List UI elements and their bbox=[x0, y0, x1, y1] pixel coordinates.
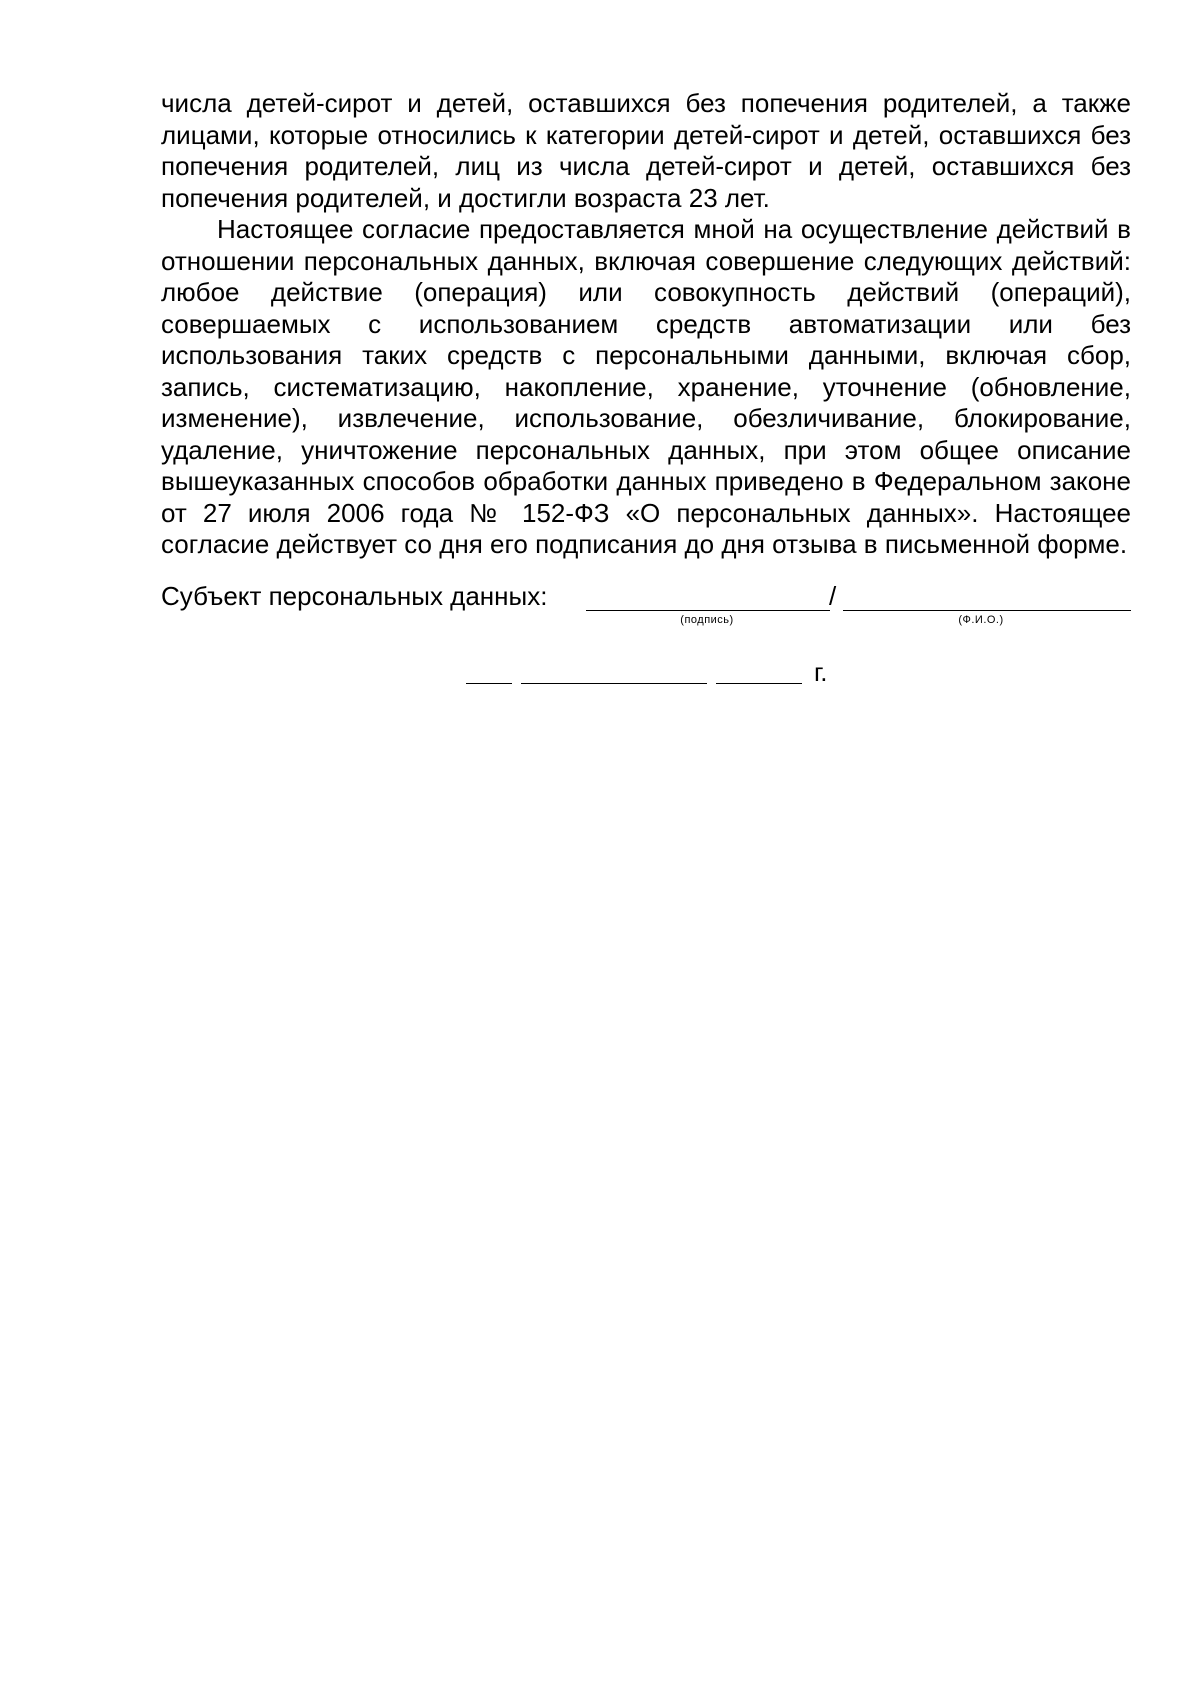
fio-line bbox=[843, 610, 1131, 611]
consent-paragraph-actions: Настоящее согласие предоставляется мной на осуществление действий в отношении персональных данных, включая совершение следующих действий: любое действие (операция) или совокупность действий (операций), совершаемых с использованием средств автоматизации или без использования таких средств с персональными данными, включая сбор, запись, систематизацию, накопление, хранение, уточнение (обновление, изменение), извлечение, использование, обезличивание, блокирование, удаление, уничтожение персональных данных, при этом общее описание вышеуказанных способов обработки данных приведено в Федеральном законе от 27 июля 2006 года № 152-ФЗ «О персональных данных». Настоящее согласие действует со дня его подписания до дня отзыва в письменной форме. bbox=[161, 214, 1131, 559]
date-month-line bbox=[521, 683, 707, 684]
signature-row bbox=[161, 581, 1131, 645]
date-year-line bbox=[716, 683, 802, 684]
signature-line bbox=[586, 610, 830, 611]
document-page bbox=[161, 88, 1131, 697]
fio-caption: (Ф.И.О.) bbox=[958, 613, 1004, 626]
consent-paragraph-continuation: числа детей-сирот и детей, оставшихся без попечения родителей, а также лицами, которые относились к категории детей-сирот и детей, оставшихся без попечения родителей, лиц из числа детей-сирот и детей, оставшихся без попечения родителей, и достигли возраста 23 лет. bbox=[161, 88, 1131, 213]
signature-slash: / bbox=[829, 580, 837, 611]
date-year-suffix: г. bbox=[814, 656, 828, 687]
signature-label: Субъект персональных данных: bbox=[161, 580, 548, 611]
date-day-line bbox=[466, 683, 512, 684]
date-row bbox=[161, 657, 1131, 697]
signature-caption: (подпись) bbox=[680, 613, 734, 626]
